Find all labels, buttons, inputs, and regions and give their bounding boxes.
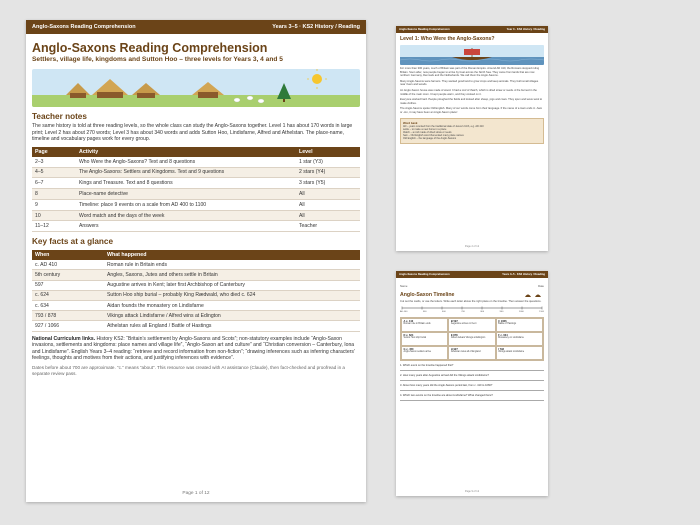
cell: 4–5 [32, 167, 76, 178]
cell: Vikings attack Lindisfarne / Alfred wins at Edington [104, 311, 360, 321]
cell: Timeline: place 9 events on a scale from AD 400 to 1100 [76, 199, 296, 210]
teacher-notes-text: The same history is told at three reading levels, so the whole class can study the Anglo-Saxons together. Level 1 has about 170 words in large print; Level 2 has about 270 words; Level 3 has about 340 words and adds Sutton Hoo, Lindisfarne, Alfred and Athelstan. The place-name, timeline and vocabulary pages work for every group. [32, 123, 353, 143]
cell: Roman rule in Britain ends [104, 260, 360, 270]
cell: Word match and the days of the week [76, 210, 296, 221]
helmet-icon [524, 292, 544, 298]
page-footer: Page 9 of 12 [464, 490, 480, 493]
cell: Who Were the Anglo-Saxons? Text and 8 questions [76, 157, 296, 167]
page-header [396, 26, 548, 33]
table-row [32, 301, 360, 311]
curriculum-label: National Curriculum links. [32, 335, 96, 342]
curriculum-links [32, 336, 360, 362]
dates-note: Dates before about 700 are approximate. “c.” means “about”. This resource was created with AI assistance (Claude), then fact-checked and proofread in a separate review pass. [32, 364, 345, 376]
thumbnail-page-9[interactable] [396, 271, 548, 496]
scale-label: 1000 [518, 310, 524, 313]
scale-label: 900 [499, 310, 504, 313]
col-header-level: Level [296, 147, 360, 157]
teacher-notes-heading: Teacher notes [32, 112, 87, 121]
scale-label: 1100 [539, 310, 544, 313]
header-title: Anglo-Saxons Reading Comprehension [32, 24, 136, 30]
event-card[interactable]: C 1066 Battle of Hastings [496, 318, 543, 332]
page-subtitle: Settlers, village life, kingdoms and Sutton Hoo – three levels for Years 3, 4 and 5 [32, 56, 283, 63]
page-header [396, 271, 548, 278]
paragraph: An Anglo-Saxon house was made of wood. It had a roof of thatch, which is dried straw or reeds. A fire burned in the middle of the main room. It kept people warm, and they cooked on it. [400, 88, 537, 96]
contents-table [32, 147, 360, 232]
event-card[interactable]: G c. 450 Anglo-Saxon settlers arrive [401, 346, 448, 360]
event-card[interactable]: D c. 624 Sutton Hoo ship burial [401, 332, 448, 346]
cell: c. 634 [32, 301, 104, 311]
cell: 3 stars (Y5) [296, 178, 360, 189]
word-bank-heading: Word bank [403, 120, 418, 125]
event-card[interactable]: H 927 Athelstan rules all of England [448, 346, 495, 360]
cell: Angles, Saxons, Jutes and others settle in Britain [104, 270, 360, 280]
header-title: Anglo-Saxons Reading Comprehension [399, 28, 450, 31]
cell: 11–12 [32, 221, 76, 232]
word-bank-item: AD – years counted from the traditional date of Jesus's birth, e.g. AD 410 [403, 124, 484, 128]
question: 2. How many years after Augustine arrived did the Vikings attack Lindisfarne? [400, 374, 544, 381]
col-header-what: What happened [104, 250, 360, 260]
cell: 1 star (Y3) [296, 157, 360, 167]
page-title: Anglo-Saxons Reading Comprehension [32, 41, 268, 55]
thumbnail-page-2[interactable] [396, 26, 548, 251]
cell: 927 / 1066 [32, 321, 104, 331]
scale-label: 600 [442, 310, 446, 313]
cell: 9 [32, 199, 76, 210]
table-row [32, 221, 360, 232]
header-level: Year 3 · KS2 History / Reading [506, 28, 545, 31]
table-row [32, 290, 360, 300]
name-date-row [400, 284, 544, 288]
event-card[interactable]: B 597 Augustine arrives in Kent [448, 318, 495, 332]
page-header [26, 20, 366, 34]
word-bank [400, 118, 544, 144]
paragraph: Everyone worked hard. People ploughed the fields and looked after sheep, pigs and cows. They spun and wove wool to make clothes. [400, 98, 543, 105]
table-row [32, 280, 360, 290]
header-title: Anglo-Saxons Reading Comprehension [399, 273, 450, 276]
ship-illustration-svg [400, 45, 544, 65]
cell: All [296, 189, 360, 200]
event-card[interactable]: A c. 410 Roman rule in Britain ends [401, 318, 448, 332]
cell: Teacher [296, 221, 360, 232]
cell: All [296, 199, 360, 210]
village-illustration-svg [32, 69, 360, 107]
answer-line[interactable] [400, 387, 544, 391]
answer-line[interactable] [400, 397, 544, 401]
cell: 597 [32, 280, 104, 290]
cell: Athelstan rules all England / Battle of Hastings [104, 321, 360, 331]
word-bank-item: Old English – the language of the Anglo-Saxons [403, 137, 457, 141]
cell: Aidan founds the monastery on Lindisfarne [104, 301, 360, 311]
scale-label: 800 [480, 310, 485, 313]
cell: c. 624 [32, 290, 104, 300]
header-level: Years 3–5 · KS2 History / Reading [272, 24, 360, 30]
timeline-scale [400, 311, 544, 313]
event-card[interactable]: I 793 Vikings attack Lindisfarne [496, 346, 543, 360]
table-row [32, 157, 360, 167]
cell: Answers [76, 221, 296, 232]
cell: 5th century [32, 270, 104, 280]
table-row [32, 321, 360, 331]
table-row [32, 199, 360, 210]
page-title: Anglo-Saxon Timeline [400, 292, 455, 298]
word-bank-item: settle – to make a new home in a place [403, 127, 447, 131]
table-row [32, 260, 360, 270]
page-title: Level 1: Who Were the Anglo-Saxons? [400, 36, 495, 42]
cell: c. AD 410 [32, 260, 104, 270]
word-bank-item: ham – Old English word that ended many place names [403, 134, 464, 138]
timeline-instructions: Cut out the cards, or use the letters. Write each letter above the right place on the timeline. Then answer the questions. [400, 300, 542, 303]
cell: 6–7 [32, 178, 76, 189]
facts-table [32, 250, 360, 331]
paragraph: For more than 300 years, much of Britain was part of the Roman Empire. Around AD 410, the Romans stopped ruling Britain. Soon after, new people began to arrive by boat across the North Sea. They came from lands that are now northern Germany, Denmark and the Netherlands. We call them the Anglo-Saxons. [400, 67, 540, 78]
cell: Place-name detective [76, 189, 296, 200]
table-row [32, 311, 360, 321]
cell: All [296, 210, 360, 221]
question: 4. Which two events on the timeline are about Lindisfarne? What changed there? [400, 394, 544, 401]
scale-label: AD 400 [400, 310, 408, 313]
paragraph: Many Anglo-Saxons were farmers. They wanted good land to grow crops and keep animals. They built small villages near rivers and woods. [400, 79, 539, 87]
event-card[interactable]: E 878 Alfred defeats Vikings at Edington [448, 332, 495, 346]
cell: Augustine arrives in Kent; later first Archbishop of Canterbury [104, 280, 360, 290]
page-footer: Page 1 of 12 [182, 491, 210, 496]
cell: Kings and Treasure. Text and 8 questions [76, 178, 296, 189]
ship-illustration [400, 45, 544, 65]
cell: 2 stars (Y4) [296, 167, 360, 178]
table-row [32, 178, 360, 189]
key-facts-heading: Key facts at a glance [32, 237, 114, 247]
date-label: Date [538, 284, 544, 288]
scale-label: 700 [461, 310, 465, 313]
question: 1. Which event on the timeline happened first? [400, 364, 544, 371]
curriculum-text: History KS2: “Britain’s settlement by Anglo-Saxons and Scots”; non-statutory examples include “Anglo-Saxon invasions, settlements and kingdoms: place names and village life”, “Anglo-Saxon art and culture” and “Christian conversion – Canterbury, Iona and Lindisfarne”. English Years 3–4 reading: “retrieve and record information from non-fiction”; “drawing inferences such as inferring characters’ feelings, thoughts and motives from their actions, and justifying inferences with evidence”. [32, 335, 355, 362]
cell: 10 [32, 210, 76, 221]
col-header-when: When [32, 250, 104, 260]
main-page [26, 20, 366, 502]
name-label: Name [400, 284, 408, 288]
word-bank-item: thatch – a roof made of dried straw or reeds [403, 130, 452, 134]
answer-line[interactable] [400, 377, 544, 381]
table-row [32, 189, 360, 200]
col-header-activity: Activity [76, 147, 296, 157]
cell: Sutton Hoo ship burial – probably King Rædwald, who died c. 624 [104, 290, 360, 300]
cell: The Anglo-Saxons: Settlers and Kingdoms. Text and 9 questions [76, 167, 296, 178]
cell: 8 [32, 189, 76, 200]
village-illustration [32, 69, 360, 107]
table-row [32, 210, 360, 221]
scale-label: 500 [422, 310, 427, 313]
page-footer: Page 2 of 12 [464, 245, 480, 248]
cell: 2–3 [32, 157, 76, 167]
header-level: Years 3–5 · KS2 History / Reading [502, 273, 545, 276]
question: 3. About how many years did the Anglo-Saxons period last, from c. 410 to 1066? [400, 384, 544, 391]
paragraph: The Anglo-Saxons spoke Old English. Many of our words come from their language. If the name of a town ends in -ham or -ton, it may have been an Anglo-Saxon place! [400, 107, 543, 114]
table-row [32, 167, 360, 178]
timeline-axis [400, 306, 544, 310]
event-card[interactable]: F c. 634 Monastery on Lindisfarne [496, 332, 543, 346]
cell: 793 / 878 [32, 311, 104, 321]
table-row [32, 270, 360, 280]
answer-line[interactable] [400, 367, 544, 371]
timeline-title-row [400, 292, 544, 298]
event-cards [400, 317, 544, 361]
col-header-page: Page [32, 147, 76, 157]
